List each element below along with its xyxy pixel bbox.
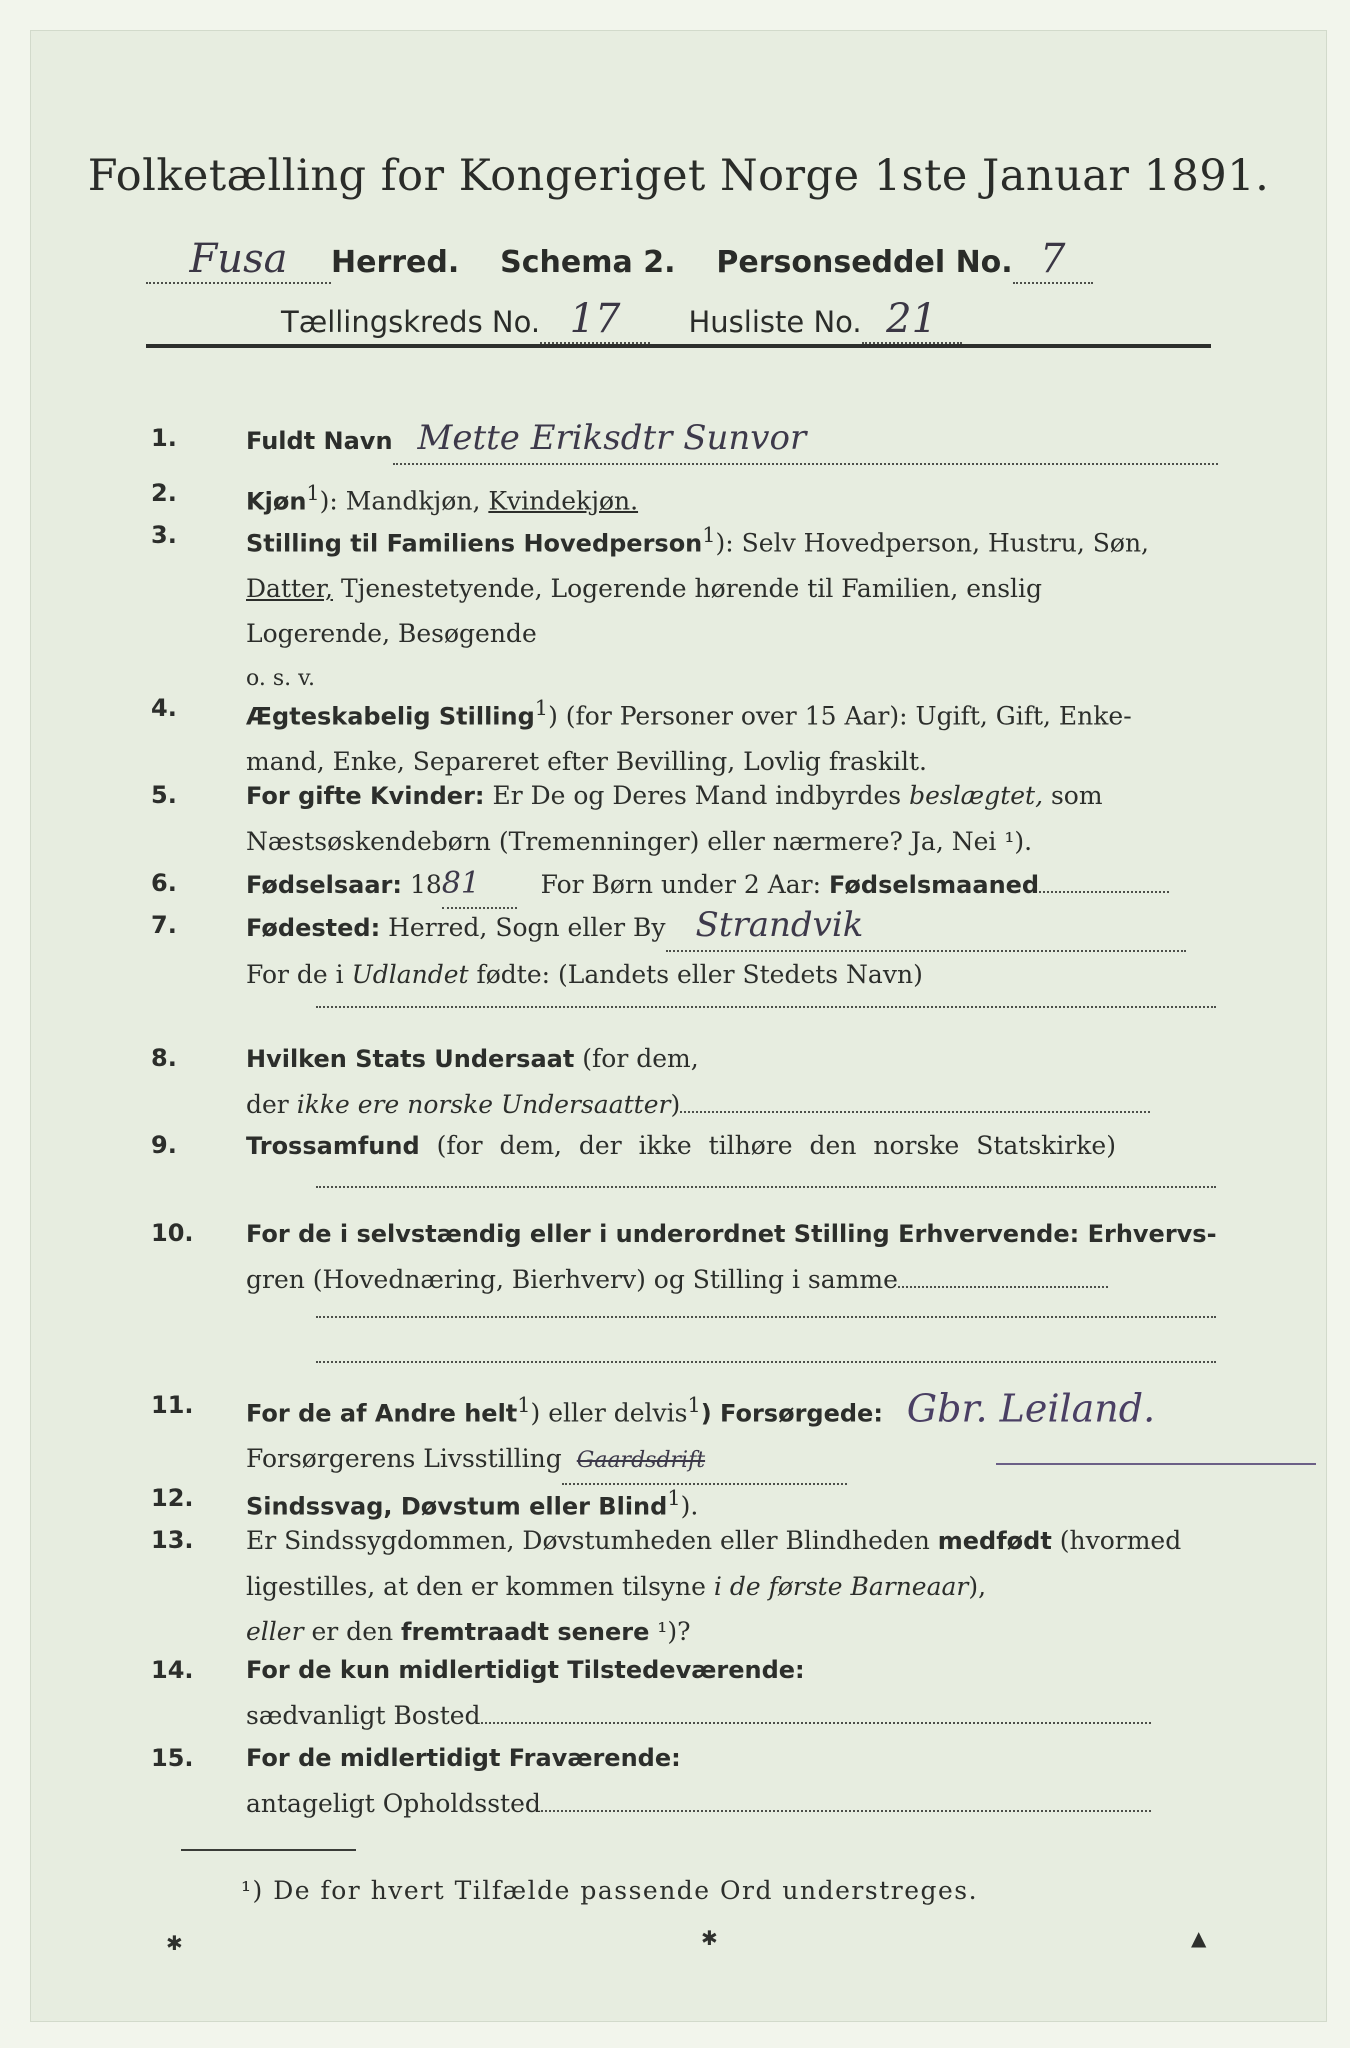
q13-line1a: Er Sindssygdommen, Døvstumheden eller Blindheden xyxy=(246,1526,938,1555)
q13-italic: i de første Barneaar xyxy=(713,1572,969,1601)
q9-line xyxy=(316,1186,1216,1188)
q14-field xyxy=(481,1722,1151,1724)
q13-line3a: er den xyxy=(303,1617,402,1646)
footnote-rule xyxy=(181,1849,356,1851)
q5-line1a: Er De og Deres Mand indbyrdes xyxy=(484,781,910,810)
q5-number: 5. xyxy=(151,781,177,809)
question-13 xyxy=(151,1518,1221,1655)
registration-mark-right: ▲ xyxy=(1191,1926,1207,1950)
footnote: ¹) De for hvert Tilfælde passende Ord understreges. xyxy=(241,1876,979,1905)
q9-line1: (for dem, der ikke tilhøre den norske Statskirke) xyxy=(419,1131,1116,1160)
personseddel-field xyxy=(1013,236,1093,284)
question-7 xyxy=(151,903,1221,997)
question-1 xyxy=(151,416,1221,465)
q3-line2: Tjenestetyende, Logerende hørende til Familien, enslig xyxy=(333,574,1043,604)
q10-line2: gren (Hovednæring, Bierhverv) og Stilling i samme xyxy=(246,1265,898,1294)
q10-label: For de i selvstændig eller i underordnet Stilling Erhvervende: xyxy=(246,1220,1080,1248)
q13-line1c: (hvormed xyxy=(1051,1526,1182,1555)
q11-line1b: ) eller delvis xyxy=(530,1398,688,1428)
q10-field xyxy=(898,1286,1108,1288)
q14-label: For de kun midlertidigt Tilstedeværende: xyxy=(246,1656,805,1684)
herred-field xyxy=(146,236,331,284)
q15-line2: antageligt Opholdssted xyxy=(246,1789,541,1818)
q13-line1b: medfødt xyxy=(937,1527,1052,1555)
q3-line1: ): Selv Hovedperson, Hustru, Søn, xyxy=(715,528,1150,558)
q6-number: 6. xyxy=(151,869,177,897)
q3-line4: o. s. v. xyxy=(246,666,315,692)
registration-mark-left: ✱ xyxy=(166,1931,183,1955)
question-11: 11. For de af Andre helt$^1$) eller delvis$^1$) Forsørgede: Gbr. Leiland. Forsørgerens Livsstilling Gaardsdrift xyxy=(151,1383,1221,1485)
q15-field xyxy=(541,1810,1151,1812)
kreds-field xyxy=(540,296,650,344)
kreds-label: Tællingskreds No. xyxy=(281,305,541,339)
q7-italic: Udlandet xyxy=(351,960,469,989)
question-8 xyxy=(151,1036,1221,1127)
registration-mark-center: ✱ xyxy=(701,1926,718,1950)
q5-italic: beslægtet, xyxy=(909,781,1044,810)
personseddel-value: 7 xyxy=(1039,236,1066,282)
q8-line2a: der xyxy=(246,1090,297,1119)
schema-label: Schema 2. xyxy=(500,245,676,280)
q2-number: 2. xyxy=(151,479,177,507)
q7-value: Strandvik xyxy=(695,905,864,945)
q8-line1: (for dem, xyxy=(574,1044,699,1073)
q2-text: ): Mandkjøn, xyxy=(319,486,489,516)
q6-label: Fødselsaar: xyxy=(246,871,402,899)
q10-number: 10. xyxy=(151,1219,194,1247)
q1-label: Fuldt Navn xyxy=(246,427,393,455)
q11-underline xyxy=(996,1463,1316,1465)
q7-text: Herred, Sogn eller By xyxy=(380,913,666,942)
q3-underlined: Datter, xyxy=(246,574,333,604)
q8-label: Hvilken Stats Undersaat xyxy=(246,1045,575,1073)
q1-value: Mette Eriksdtr Sunvor xyxy=(417,418,807,458)
form-title: Folketælling for Kongeriget Norge 1ste Januar 1891. xyxy=(87,151,1270,201)
q6-field2 xyxy=(1039,891,1169,893)
q7-number: 7. xyxy=(151,911,177,939)
q13-line2b: ), xyxy=(968,1572,987,1601)
q6-prefix: 18 xyxy=(402,870,442,899)
q12-tail: ). xyxy=(680,1491,699,1521)
husliste-label: Husliste No. xyxy=(688,305,862,339)
q6-label2: Fødselsmaaned xyxy=(829,871,1040,899)
q9-number: 9. xyxy=(151,1131,177,1159)
q3-number: 3. xyxy=(151,521,177,549)
q8-number: 8. xyxy=(151,1044,177,1072)
q2-label: Kjøn xyxy=(246,487,307,516)
question-12: 12. Sindssvag, Døvstum eller Blind$^1$). xyxy=(151,1476,1221,1529)
q7-extra-line xyxy=(316,1006,1216,1008)
q11-label: For de af Andre helt xyxy=(246,1399,518,1428)
header-divider xyxy=(146,344,1211,348)
herred-label: Herred. xyxy=(331,245,460,280)
question-5 xyxy=(151,773,1221,864)
q7-field xyxy=(666,903,1186,952)
q11-line2: Forsørgerens Livsstilling xyxy=(246,1444,562,1474)
q13-line2a: ligestilles, at den er kommen tilsyne xyxy=(246,1572,714,1601)
question-4: 4. Ægteskabelig Stilling$^1$) (for Personer over 15 Aar): Ugift, Gift, Enke- mand, Enke, Separeret efter Bevilling, Lovlig fraskilt. xyxy=(151,686,1221,784)
q5-line2: Næstsøskendebørn (Tremenninger) eller nærmere? Ja, Nei ¹). xyxy=(246,827,1033,856)
q7-label: Fødested: xyxy=(246,914,381,942)
question-9 xyxy=(151,1123,1221,1169)
q6-mid: For Børn under 2 Aar: xyxy=(540,870,829,899)
q1-number: 1. xyxy=(151,424,177,452)
q5-line1b: som xyxy=(1043,781,1103,810)
kreds-value: 17 xyxy=(569,296,621,342)
personseddel-label: Personseddel No. xyxy=(716,245,1013,280)
q11-number: 11. xyxy=(151,1391,194,1419)
q8-italic: ikke ere norske Undersaatter xyxy=(296,1090,671,1119)
q9-label: Trossamfund xyxy=(246,1132,420,1160)
q3-label: Stilling til Familiens Hovedperson xyxy=(246,529,703,558)
q13-line3c: ¹)? xyxy=(649,1617,691,1646)
q14-line2: sædvanligt Bosted xyxy=(246,1701,481,1730)
q6-value: 81 xyxy=(441,866,480,901)
husliste-value: 21 xyxy=(886,296,938,342)
q11-value2: Gaardsdrift xyxy=(576,1448,706,1474)
q15-number: 15. xyxy=(151,1744,194,1772)
question-3: 3. Stilling til Familiens Hovedperson$^1$): Selv Hovedperson, Hustru, Søn, Datter, Tjenestetyende, Logerende hørende til Familien, enslig Logerende, Besøgende o. s. v. xyxy=(151,513,1221,701)
q12-label: Sindssvag, Døvstum eller Blind xyxy=(246,1492,668,1521)
q7-line2b: fødte: (Landets eller Stedets Navn) xyxy=(468,960,923,989)
q8-line2b: ) xyxy=(670,1090,681,1119)
question-15 xyxy=(151,1736,1221,1826)
q8-field xyxy=(680,1111,1150,1113)
q5-label: For gifte Kvinder: xyxy=(246,782,485,810)
census-form xyxy=(30,30,1327,2022)
question-6 xyxy=(151,861,1221,909)
herred-value: Fusa xyxy=(189,236,288,282)
q6-field xyxy=(442,861,517,909)
q13-line3-italic: eller xyxy=(246,1617,304,1646)
q7-line2a: For de i xyxy=(246,960,352,989)
kreds-row xyxy=(281,296,962,344)
q13-number: 13. xyxy=(151,1526,194,1554)
q11-line1c: ) Forsørgede: xyxy=(700,1399,883,1428)
q10-line1 xyxy=(316,1316,1216,1318)
q2-sup: 1 xyxy=(306,481,320,505)
q4-number: 4. xyxy=(151,694,177,722)
q12-number: 12. xyxy=(151,1484,194,1512)
q4-line1: ) (for Personer over 15 Aar): Ugift, Gift, Enke- xyxy=(548,701,1132,731)
q1-field xyxy=(393,416,1218,465)
husliste-field xyxy=(862,296,962,344)
q4-line2: mand, Enke, Separeret efter Bevilling, Lovlig fraskilt. xyxy=(246,747,927,777)
q15-label: For de midlertidigt Fraværende: xyxy=(246,1744,681,1772)
herred-row xyxy=(146,236,1093,284)
q11-value1: Gbr. Leiland. xyxy=(906,1386,1156,1431)
q14-number: 14. xyxy=(151,1656,194,1684)
q10-line2 xyxy=(316,1361,1216,1363)
question-10 xyxy=(151,1211,1221,1302)
q10-line1b: Erhvervs- xyxy=(1079,1220,1217,1248)
q3-line3: Logerende, Besøgende xyxy=(246,619,537,649)
q2-underlined: Kvindekjøn. xyxy=(488,486,639,516)
question-14 xyxy=(151,1648,1221,1738)
q13-line3b: fremtraadt senere xyxy=(401,1618,650,1646)
q4-label: Ægteskabelig Stilling xyxy=(246,702,535,731)
